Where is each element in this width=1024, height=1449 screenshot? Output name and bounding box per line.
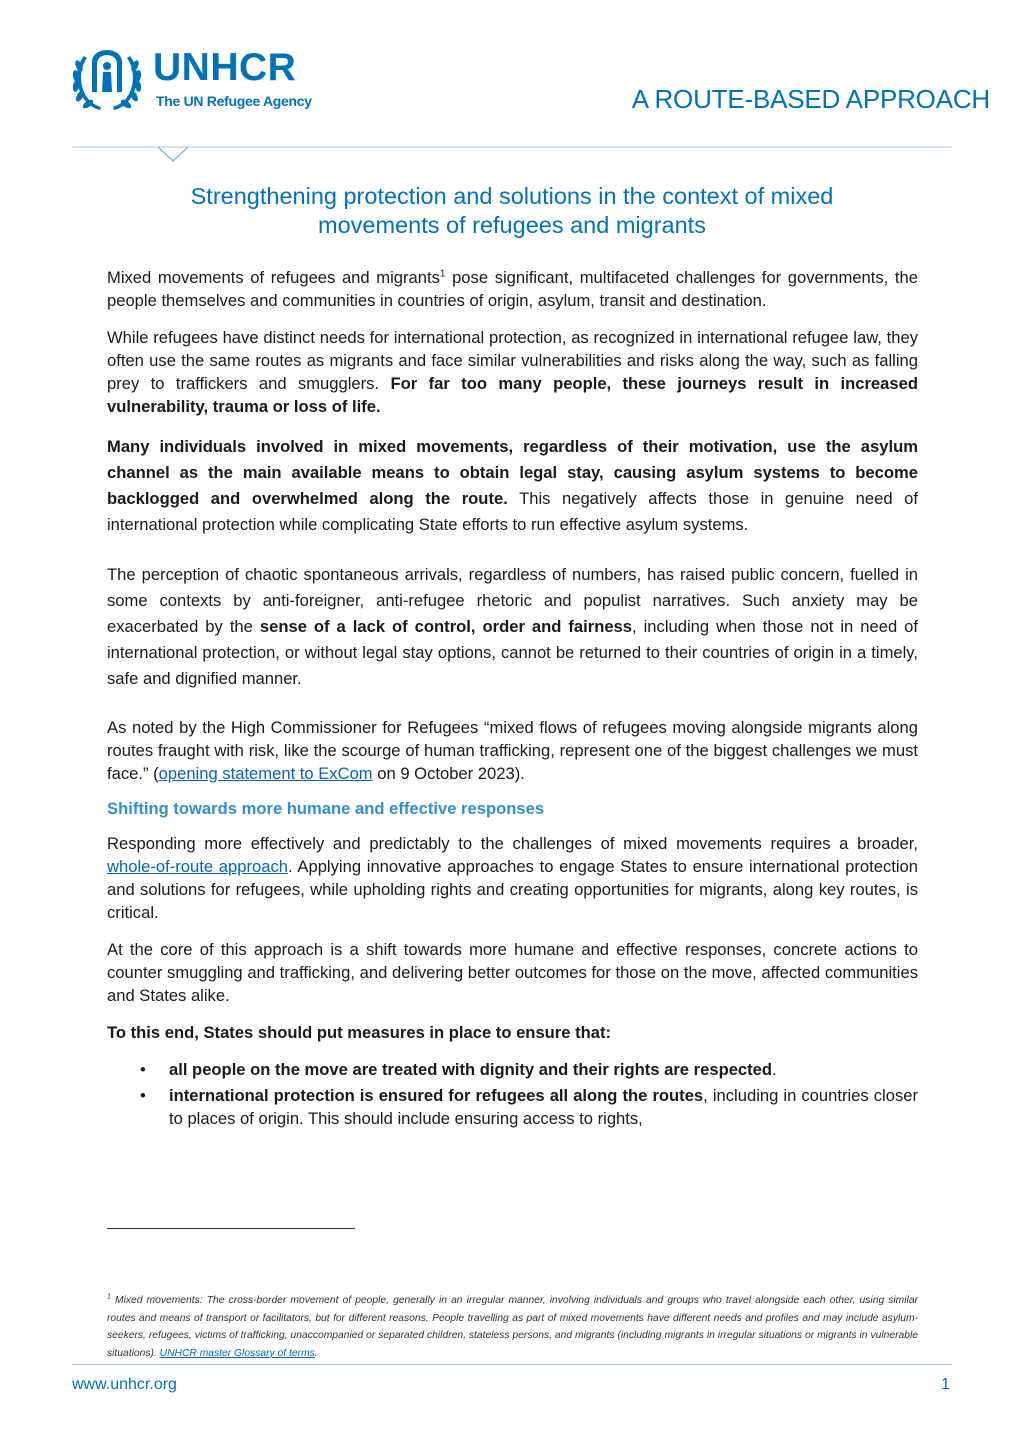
- header-title: A ROUTE-BASED APPROACH: [631, 84, 990, 114]
- paragraph-4: The perception of chaotic spontaneous arrivals, regardless of numbers, has raised public concern, fuelled in some contexts by anti-foreigner, anti-refugee rhetoric and populist narratives. Such anxiety may be exacerbated by the sense of a lack of control, order and fairness, including when those not in need of international protection, or without legal stay options, cannot be returned to their countries of origin in a timely, safe and dignified manner.: [107, 565, 919, 688]
- excom-statement-link[interactable]: opening statement to ExCom: [158, 764, 373, 783]
- header-divider: [72, 146, 952, 166]
- list-item: • all people on the move are treated with dignity and their rights are respected.: [140, 1060, 777, 1079]
- paragraph-6: Responding more effectively and predictably to the challenges of mixed movements requires a broader, whole-of-route approach. Applying innovative approaches to engage States to ensure international protection and solutions for refugees, while upholding rights and creating opportunities for migrants, along key routes, is critical.: [107, 834, 919, 922]
- paragraph-2: While refugees have distinct needs for international protection, as recognized in international refugee law, they often use the same routes as migrants and face similar vulnerabilities and risks along the way, such as falling prey to traffickers and smugglers. For far too many people, these journeys result in increased vulnerability, trauma or loss of life.: [107, 328, 918, 416]
- document-title: [110, 182, 914, 240]
- paragraph-5: As noted by the High Commissioner for Refugees “mixed flows of refugees moving alongside migrants along routes fraught with risk, like the scourge of human trafficking, represent one of the biggest challenges we must face.” (opening statement to ExCom on 9 October 2023).: [107, 718, 918, 783]
- footnote-ref[interactable]: 1: [439, 268, 446, 280]
- title-line-2: movements of refugees and migrants: [318, 212, 706, 238]
- footer-divider: [72, 1364, 952, 1365]
- brand-tagline: The UN Refugee Agency: [156, 93, 312, 109]
- paragraph-7: At the core of this approach is a shift towards more humane and effective responses, concrete actions to counter smuggling and trafficking, and delivering better outcomes for those on the move, affected communities and States alike.: [107, 940, 918, 1005]
- glossary-link[interactable]: UNHCR master Glossary of terms: [159, 1347, 315, 1359]
- unhcr-emblem-icon: [70, 48, 144, 112]
- paragraph-1: Mixed movements of refugees and migrants$^1$ pose significant, multifaceted challenges for governments, the people themselves and communities in countries of origin, asylum, transit and destination.: [107, 268, 918, 310]
- list-item: • international protection is ensured for refugees all along the routes, including in countries closer to places of origin. This should include ensuring access to rights,: [140, 1086, 919, 1128]
- page-number: 1: [941, 1376, 950, 1393]
- whole-of-route-link[interactable]: whole-of-route approach: [107, 857, 288, 876]
- footnote-number: 1: [107, 1293, 111, 1301]
- body-text: [107, 266, 918, 1133]
- section-heading: Shifting towards more humane and effective responses: [107, 799, 545, 818]
- footer-url[interactable]: www.unhcr.org: [72, 1376, 177, 1393]
- bullet-icon: •: [140, 1086, 146, 1105]
- title-line-1: Strengthening protection and solutions in the context of mixed: [190, 183, 834, 209]
- unhcr-logo: [70, 44, 350, 116]
- paragraph-3: Many individuals involved in mixed movements, regardless of their motivation, use the asylum channel as the main available means to obtain legal stay, causing asylum systems to become backlogged and overwhelmed along the route. This negatively affects those in genuine need of international protection while complicating State efforts to run effective asylum systems.: [107, 437, 918, 534]
- measures-list: [107, 1058, 918, 1130]
- footnote: $^1$ Mixed movements: The cross-border movement of people, generally in an irregular manner, involving individuals and groups who travel alongside each other, using similar routes and means of transport or facilitators, but for different reasons. People travelling as part of mixed movements have different needs and profiles and may include asylum-seekers, refugees, victims of trafficking, unaccompanied or separated children, stateless persons, and migrants (including migrants in irregular situations or migrants in vulnerable situations). UNHCR master Glossary of terms.: [107, 1293, 918, 1359]
- brand-name: UNHCR: [153, 46, 297, 89]
- bullet-icon: •: [140, 1060, 146, 1079]
- measures-lead: To this end, States should put measures in place to ensure that:: [107, 1023, 612, 1042]
- footnote-separator: [107, 1228, 355, 1229]
